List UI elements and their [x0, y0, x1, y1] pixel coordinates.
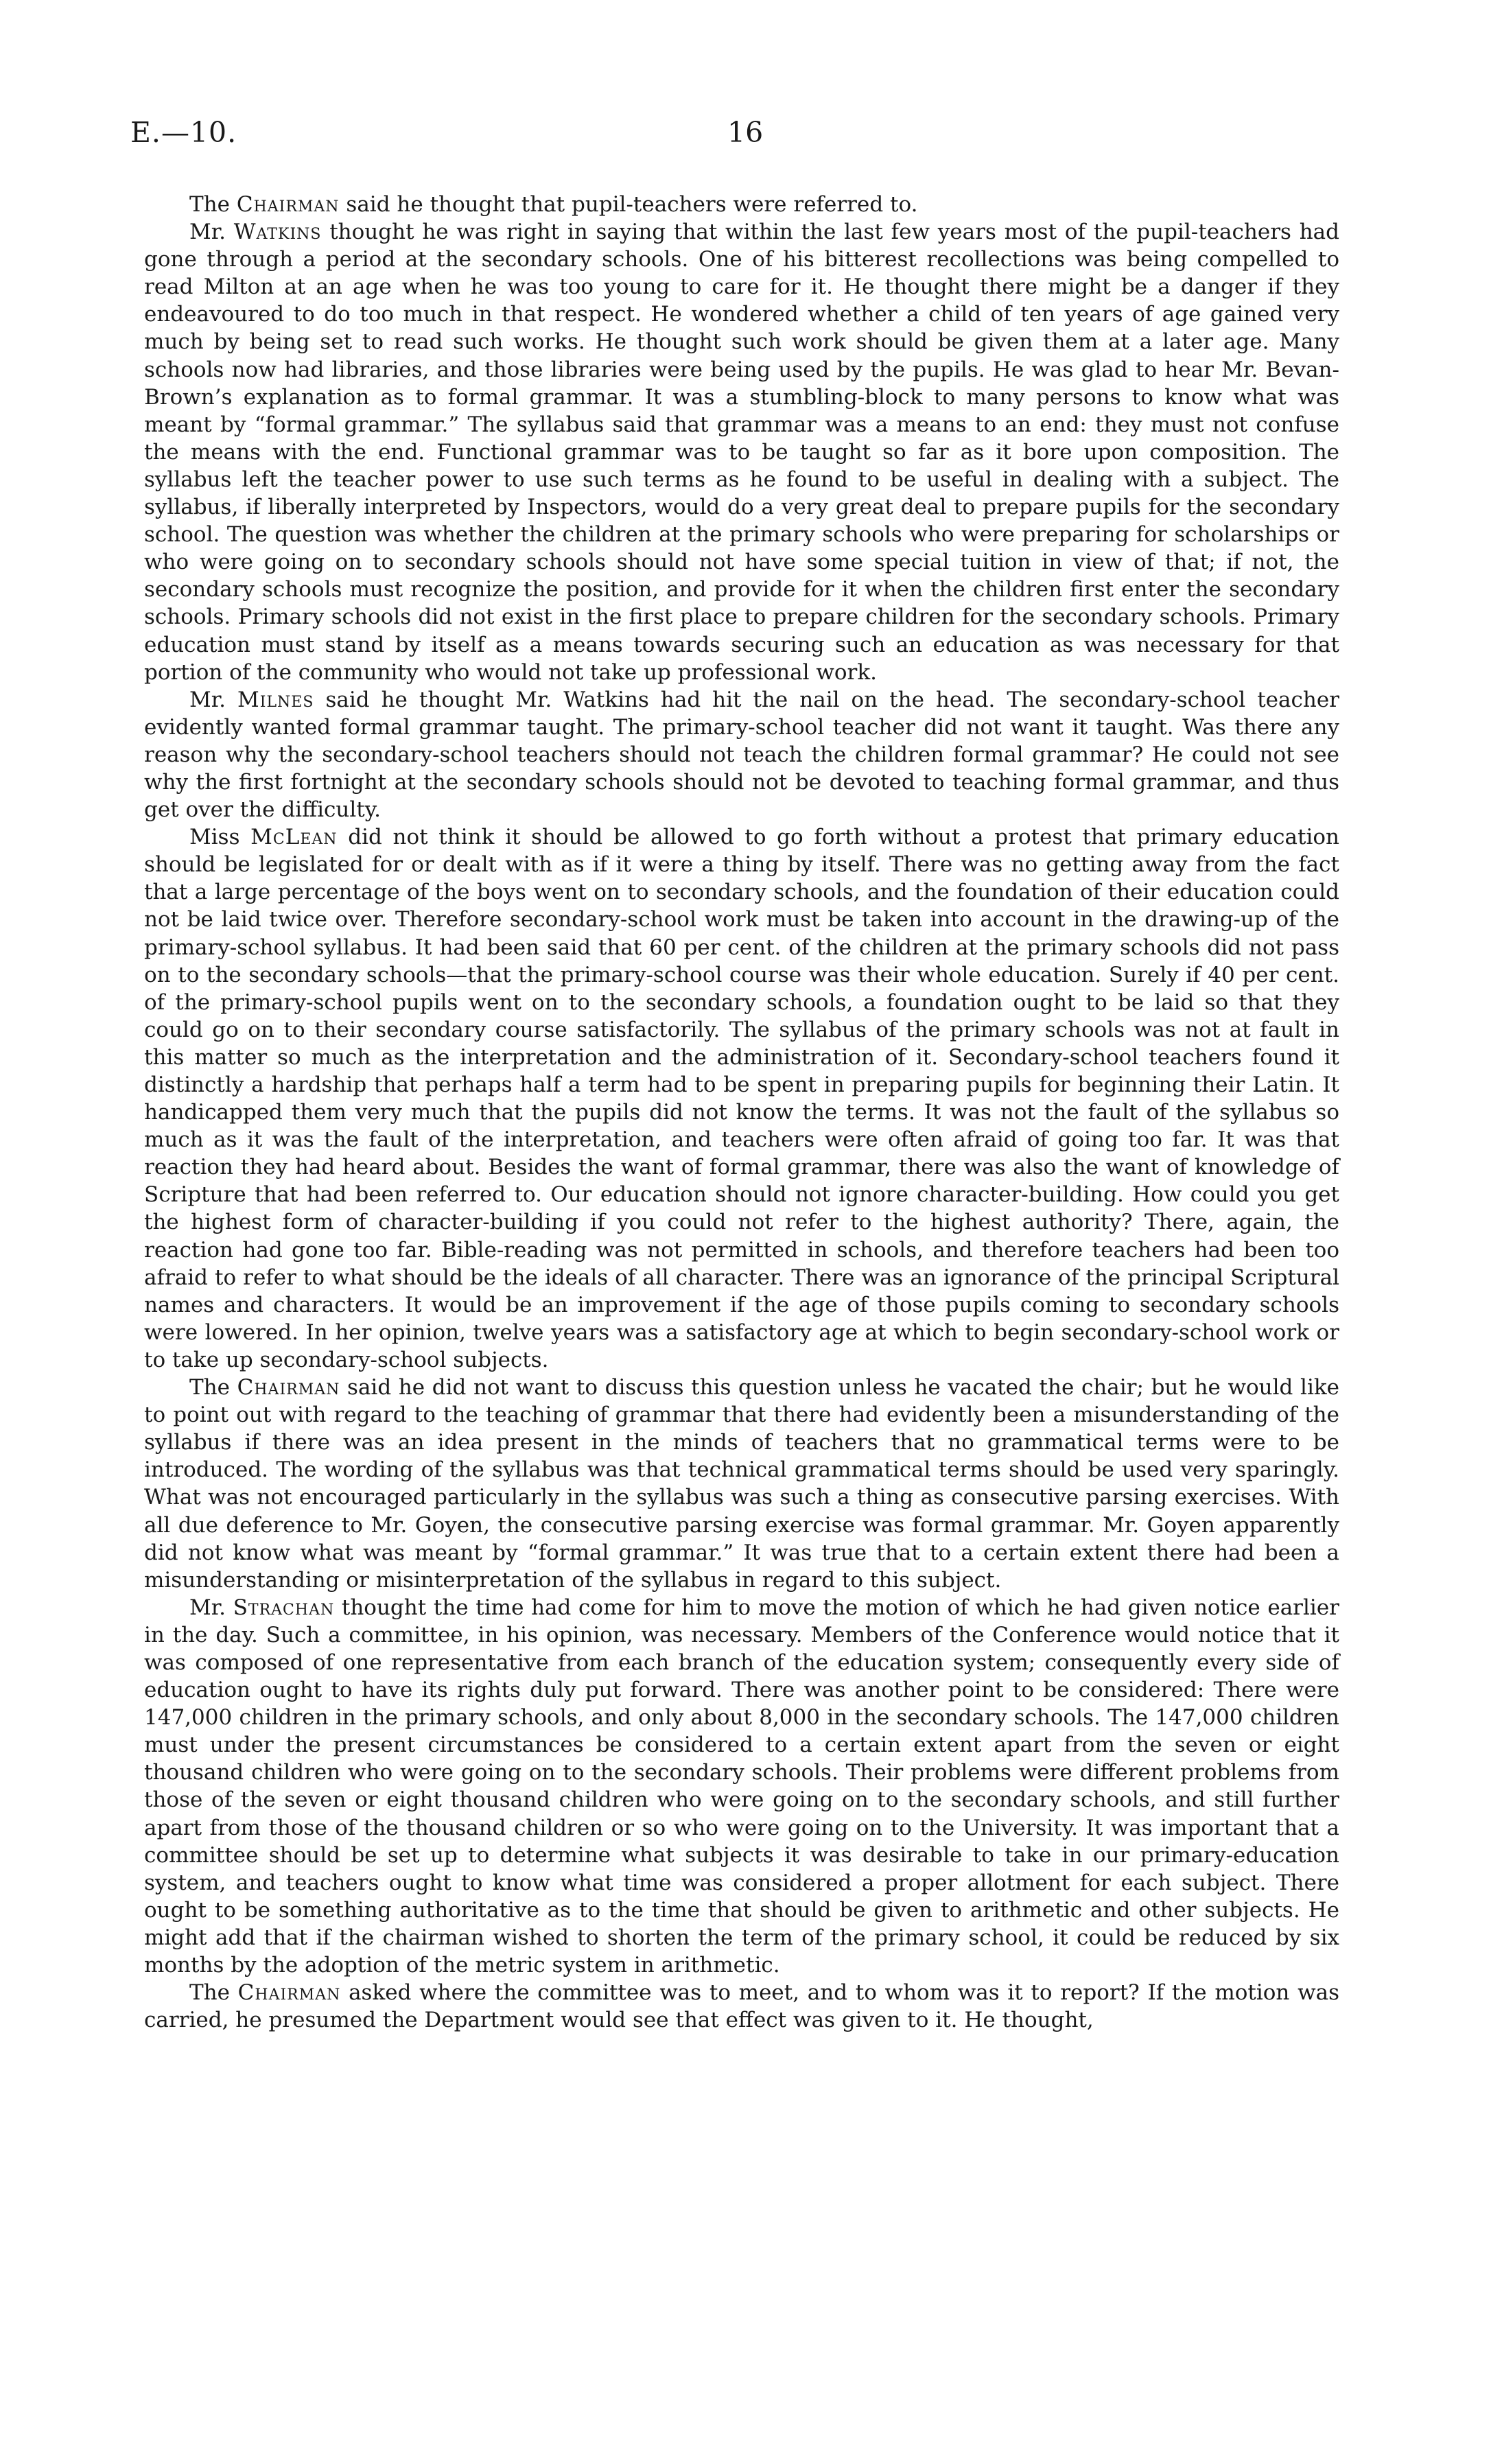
page-number: 16 — [727, 116, 764, 149]
paragraph-text: thought the time had come for him to move the motion of which he had given notice earlier in the day. Such a committee, in his opinion, was necessary. Members of the Conference would notice that it was composed of one representative from each branch of the education system; consequently every side of education ought to have its rights duly put forward. There was another point to be considered: There were 147,000 children in the primary schools, and only about 8,000 in the secondary schools. The 147,000 children must under the present circumstances be considered to a certain extent apart from the seven or eight thousand children who were going on to the secondary schools. Their problems were different problems from those of the seven or eight thousand children who were going on to the secondary schools, and still further apart from those of the thousand children or so who were going on to the University. It was important that a committee should be set up to determine what subjects it was desirable to take in our primary-education system, and teachers ought to know what time was considered a proper allotment for each subject. There ought to be something authoritative as to the time that should be given to arithmetic and other subjects. He might add that if the chairman wished to shorten the term of the primary school, it could be reduced by six months by the adoption of the metric system in arithmetic. — [144, 1595, 1339, 1978]
paragraph — [144, 1594, 1339, 1979]
paragraph-text: said he did not want to discuss this question unless he vacated the chair; but he would like to point out with regard to the teaching of grammar that there had evidently been a misunderstanding of the syllabus if there was an idea present in the minds of teachers that no grammatical terms were to be introduced. The wording of the syllabus was that technical grammatical terms should be used very sparingly. What was not encouraged particularly in the syllabus was such a thing as consecutive parsing exercises. With all due deference to Mr. Goyen, the consecutive parsing exercise was formal grammar. Mr. Goyen apparently did not know what was meant by “formal grammar.” It was true that to a certain extent there had been a misunderstanding or misinterpretation of the syllabus in regard to this subject. — [144, 1375, 1340, 1593]
speaker-prefix: The — [189, 192, 237, 217]
paragraph-text: said he thought Mr. Watkins had hit the nail on the head. The secondary-school teacher evidently wanted formal grammar taught. The primary-school teacher did not want it taught. Was there any reason why the secondary-school teachers should not teach the children formal grammar? He could not see why the first fortnight at the secondary schools should not be devoted to teaching formal grammar, and thus get over the difficulty. — [144, 687, 1339, 823]
paragraph — [144, 686, 1339, 823]
speaker-prefix: The — [189, 1375, 237, 1400]
speaker-name: Chairman — [237, 1375, 340, 1400]
speaker-prefix: Miss — [189, 825, 251, 850]
paragraph-text: asked where the committee was to meet, and to whom was it to report? If the motion was carried, he presumed the Department would see that effect was given to it. He thought, — [144, 1980, 1339, 2033]
document-code: E.—10. — [130, 116, 237, 149]
speaker-name: Watkins — [233, 220, 322, 245]
speaker-name: Chairman — [237, 1980, 341, 2006]
page-header — [130, 115, 1365, 156]
paragraph-text: did not think it should be allowed to go forth without a protest that primary education should be legislated for or dealt with as if it were a thing by itself. There was no getting away from the fact that a large percentage of the boys went on to secondary schools, and the foundation of their education could not be laid twice over. Therefore secondary-school work must be taken into account in the drawing-up of the primary-school syllabus. It had been said that 60 per cent. of the children at the primary schools did not pass on to the secondary schools—that the primary-school course was their whole education. Surely if 40 per cent. of the primary-school pupils went on to the secondary schools, a foundation ought to be laid so that they could go on to their secondary course satisfactorily. The syllabus of the primary schools was not at fault in this matter so much as the interpretation and the administration of it. Secondary-school teachers found it distinctly a hardship that perhaps half a term had to be spent in preparing pupils for beginning their Latin. It handicapped them very much that the pupils did not know the terms. It was not the fault of the syllabus so much as it was the fault of the interpretation, and teachers were often afraid of going too far. It was that reaction they had heard about. Besides the want of formal grammar, there was also the want of knowledge of Scripture that had been referred to. Our education should not ignore character-building. How could you get the highest form of character-building if you could not refer to the highest authority? There, again, the reaction had gone too far. Bible-reading was not permitted in schools, and therefore teachers had been too afraid to refer to what should be the ideals of all character. There was an ignorance of the principal Scriptural names and characters. It would be an improvement if the age of those pupils coming to secondary schools were lowered. In her opinion, twelve years was a satisfactory age at which to begin secondary-school work or to take up secondary-school subjects. — [144, 825, 1340, 1372]
speaker-prefix: Mr. — [189, 1595, 233, 1620]
speaker-name: Milnes — [237, 687, 314, 712]
speaker-prefix: The — [189, 1980, 238, 2006]
speaker-prefix: Mr. — [189, 220, 234, 245]
speaker-name: Strachan — [233, 1595, 335, 1620]
paragraph-text: thought he was right in saying that within the last few years most of the pupil-teachers had gone through a period at the secondary schools. One of his bitterest recollections was being compelled to read Milton at an age when he was too young to care for it. He thought there might be a danger if they endeavoured to do too much in that respect. He wondered whether a child of ten years of age gained very much by being set to read such works. He thought such work should be given them at a later age. Many schools now had libraries, and those libraries were being used by the pupils. He was glad to hear Mr. Bevan-Brown’s explanation as to formal grammar. It was a stumbling-block to many persons to know what was meant by “formal grammar.” The syllabus said that grammar was a means to an end: they must not confuse the means with the end. Functional grammar was to be taught so far as it bore upon composition. The syllabus left the teacher power to use such terms as he found to be useful in dealing with a subject. The syllabus, if liberally interpreted by Inspectors, would do a very great deal to prepare pupils for the secondary school. The question was whether the children at the primary schools who were preparing for scholarships or who were going on to secondary schools should not have some special tuition in view of that; if not, the secondary schools must recognize the position, and provide for it when the children first enter the secondary schools. Primary schools did not exist in the first place to prepare children for the secondary schools. Primary education must stand by itself as a means towards securing such an education as was necessary for that portion of the community who would not take up professional work. — [144, 220, 1339, 685]
paragraph-text: said he thought that pupil-teachers were referred to. — [339, 192, 918, 217]
paragraph — [144, 1374, 1339, 1594]
speaker-prefix: Mr. — [189, 687, 238, 712]
speaker-name: McLean — [250, 825, 338, 850]
paragraph — [144, 218, 1339, 686]
speaker-name: Chairman — [236, 192, 340, 217]
paragraph — [144, 823, 1339, 1374]
paragraph — [144, 1979, 1339, 2034]
paragraph — [144, 191, 1339, 218]
body-text — [144, 191, 1339, 2034]
